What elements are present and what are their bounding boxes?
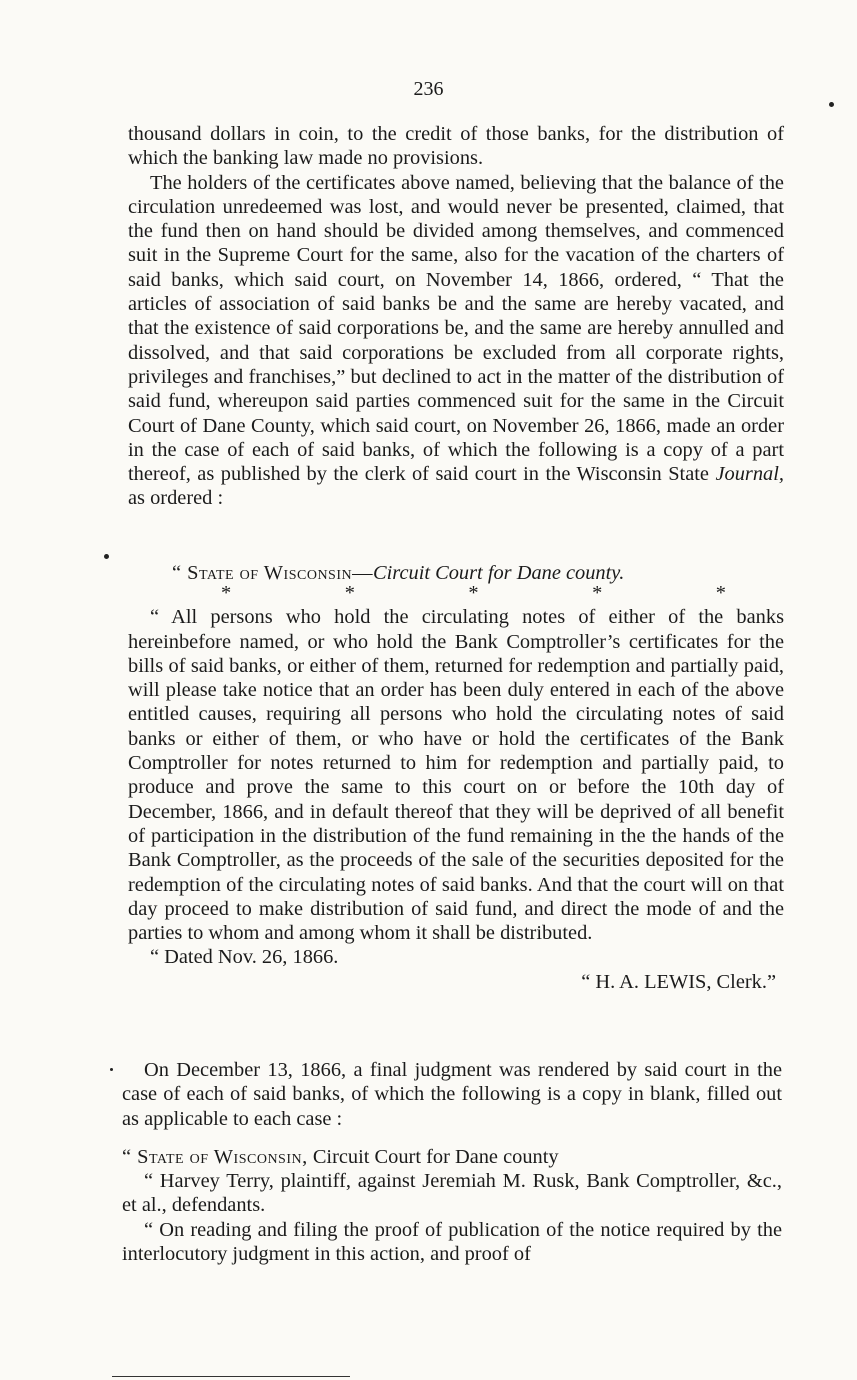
journal-name: Journal, <box>715 463 784 486</box>
notice-state: “ State of Wisconsin— <box>172 562 374 584</box>
paragraph-holders <box>128 171 784 511</box>
paragraph-holders-end: as ordered : <box>128 487 224 510</box>
star: * <box>715 582 726 605</box>
star: * <box>592 582 603 605</box>
judgment-reading: “ On reading and filing the proof of publication of the notice required by the interlocutory judgment in this action, and proof of <box>122 1218 782 1266</box>
star: * <box>468 582 479 605</box>
paragraph-continuation: thousand dollars in coin, to the credit of those banks, for the distribution of which the banking law made no provisions. <box>128 123 784 170</box>
star: * <box>221 582 232 605</box>
judgment-parties: “ Harvey Terry, plaintiff, against Jeremiah M. Rusk, Bank Comptroller, &c., et al., defendants. <box>122 1170 782 1217</box>
ellipsis-stars <box>128 582 784 605</box>
ink-speck <box>829 102 834 107</box>
notice-block <box>128 561 784 994</box>
page-number: 236 <box>413 78 444 100</box>
notice-dated: “ Dated Nov. 26, 1866. <box>150 946 339 969</box>
paragraph-holders-text: The holders of the certificates above named, believing that the balance of the circulation unredeemed was lost, and would never be presented, claimed, that the fund then on hand should be divided among themselves, and commenced suit in the Supreme Court for the same, also for the vacation of the charters of said banks, which said court, on November 14, 1866, ordered, “ That the articles of association of said banks be and the same are hereby vacated, and that the existence of said corporations be, and the same are hereby annulled and dissolved, and that said corporations be excluded from all corporate rights, privileges and franchises,” but declined to act in the matter of the distribution of said fund, whereupon said parties commenced suit for the same in the Circuit Court of Dane County, which said court, on November 26, 1866, made an order in the case of each of said banks, of which the following is a copy of a part thereof, as published by the clerk of said court in the Wisconsin State <box>128 171 784 486</box>
judgment-heading <box>122 1145 782 1169</box>
judgment-court: Circuit Court for Dane county <box>307 1145 559 1168</box>
star: * <box>344 582 355 605</box>
ink-speck <box>110 1068 113 1071</box>
body-text-lower <box>122 1058 782 1266</box>
footer-rule <box>112 1376 350 1377</box>
judgment-state: “ State of Wisconsin, <box>122 1145 308 1168</box>
ink-speck <box>104 554 109 559</box>
notice-court: Circuit Court for Dane county. <box>373 562 625 584</box>
body-text-upper <box>128 122 784 511</box>
paragraph-final-judgment: On December 13, 1866, a final judgment was rendered by said court in the case of each of said banks, of which the following is a copy in blank, filled out as applicable to each case : <box>122 1059 782 1130</box>
notice-body: “ All persons who hold the circulating notes of either of the banks hereinbefore named, or who hold the Bank Comptroller’s certificates for the bills of said banks, or either of them, returned for redemption and partially paid, will please take notice that an order has been duly entered in each of the above entitled causes, requiring all persons who hold the circulating notes of said banks or either of them, or who have or hold the certificates of the Bank Comptroller for notes returned to him for redemption and partially paid, to produce and prove the same to this court on or before the 10th day of December, 1866, and in default thereof that they will be deprived of all benefit of participation in the distribution of the fund remaining in the the hands of the Bank Comptroller, as the proceeds of the sale of the securities deposited for the redemption of the circulating notes of said banks. And that the court will on that day proceed to make distribution of said fund, and direct the mode of and the parties to whom and among whom it shall be distributed. <box>128 606 784 945</box>
notice-signature: “ H. A. LEWIS, Clerk.” <box>581 970 776 993</box>
